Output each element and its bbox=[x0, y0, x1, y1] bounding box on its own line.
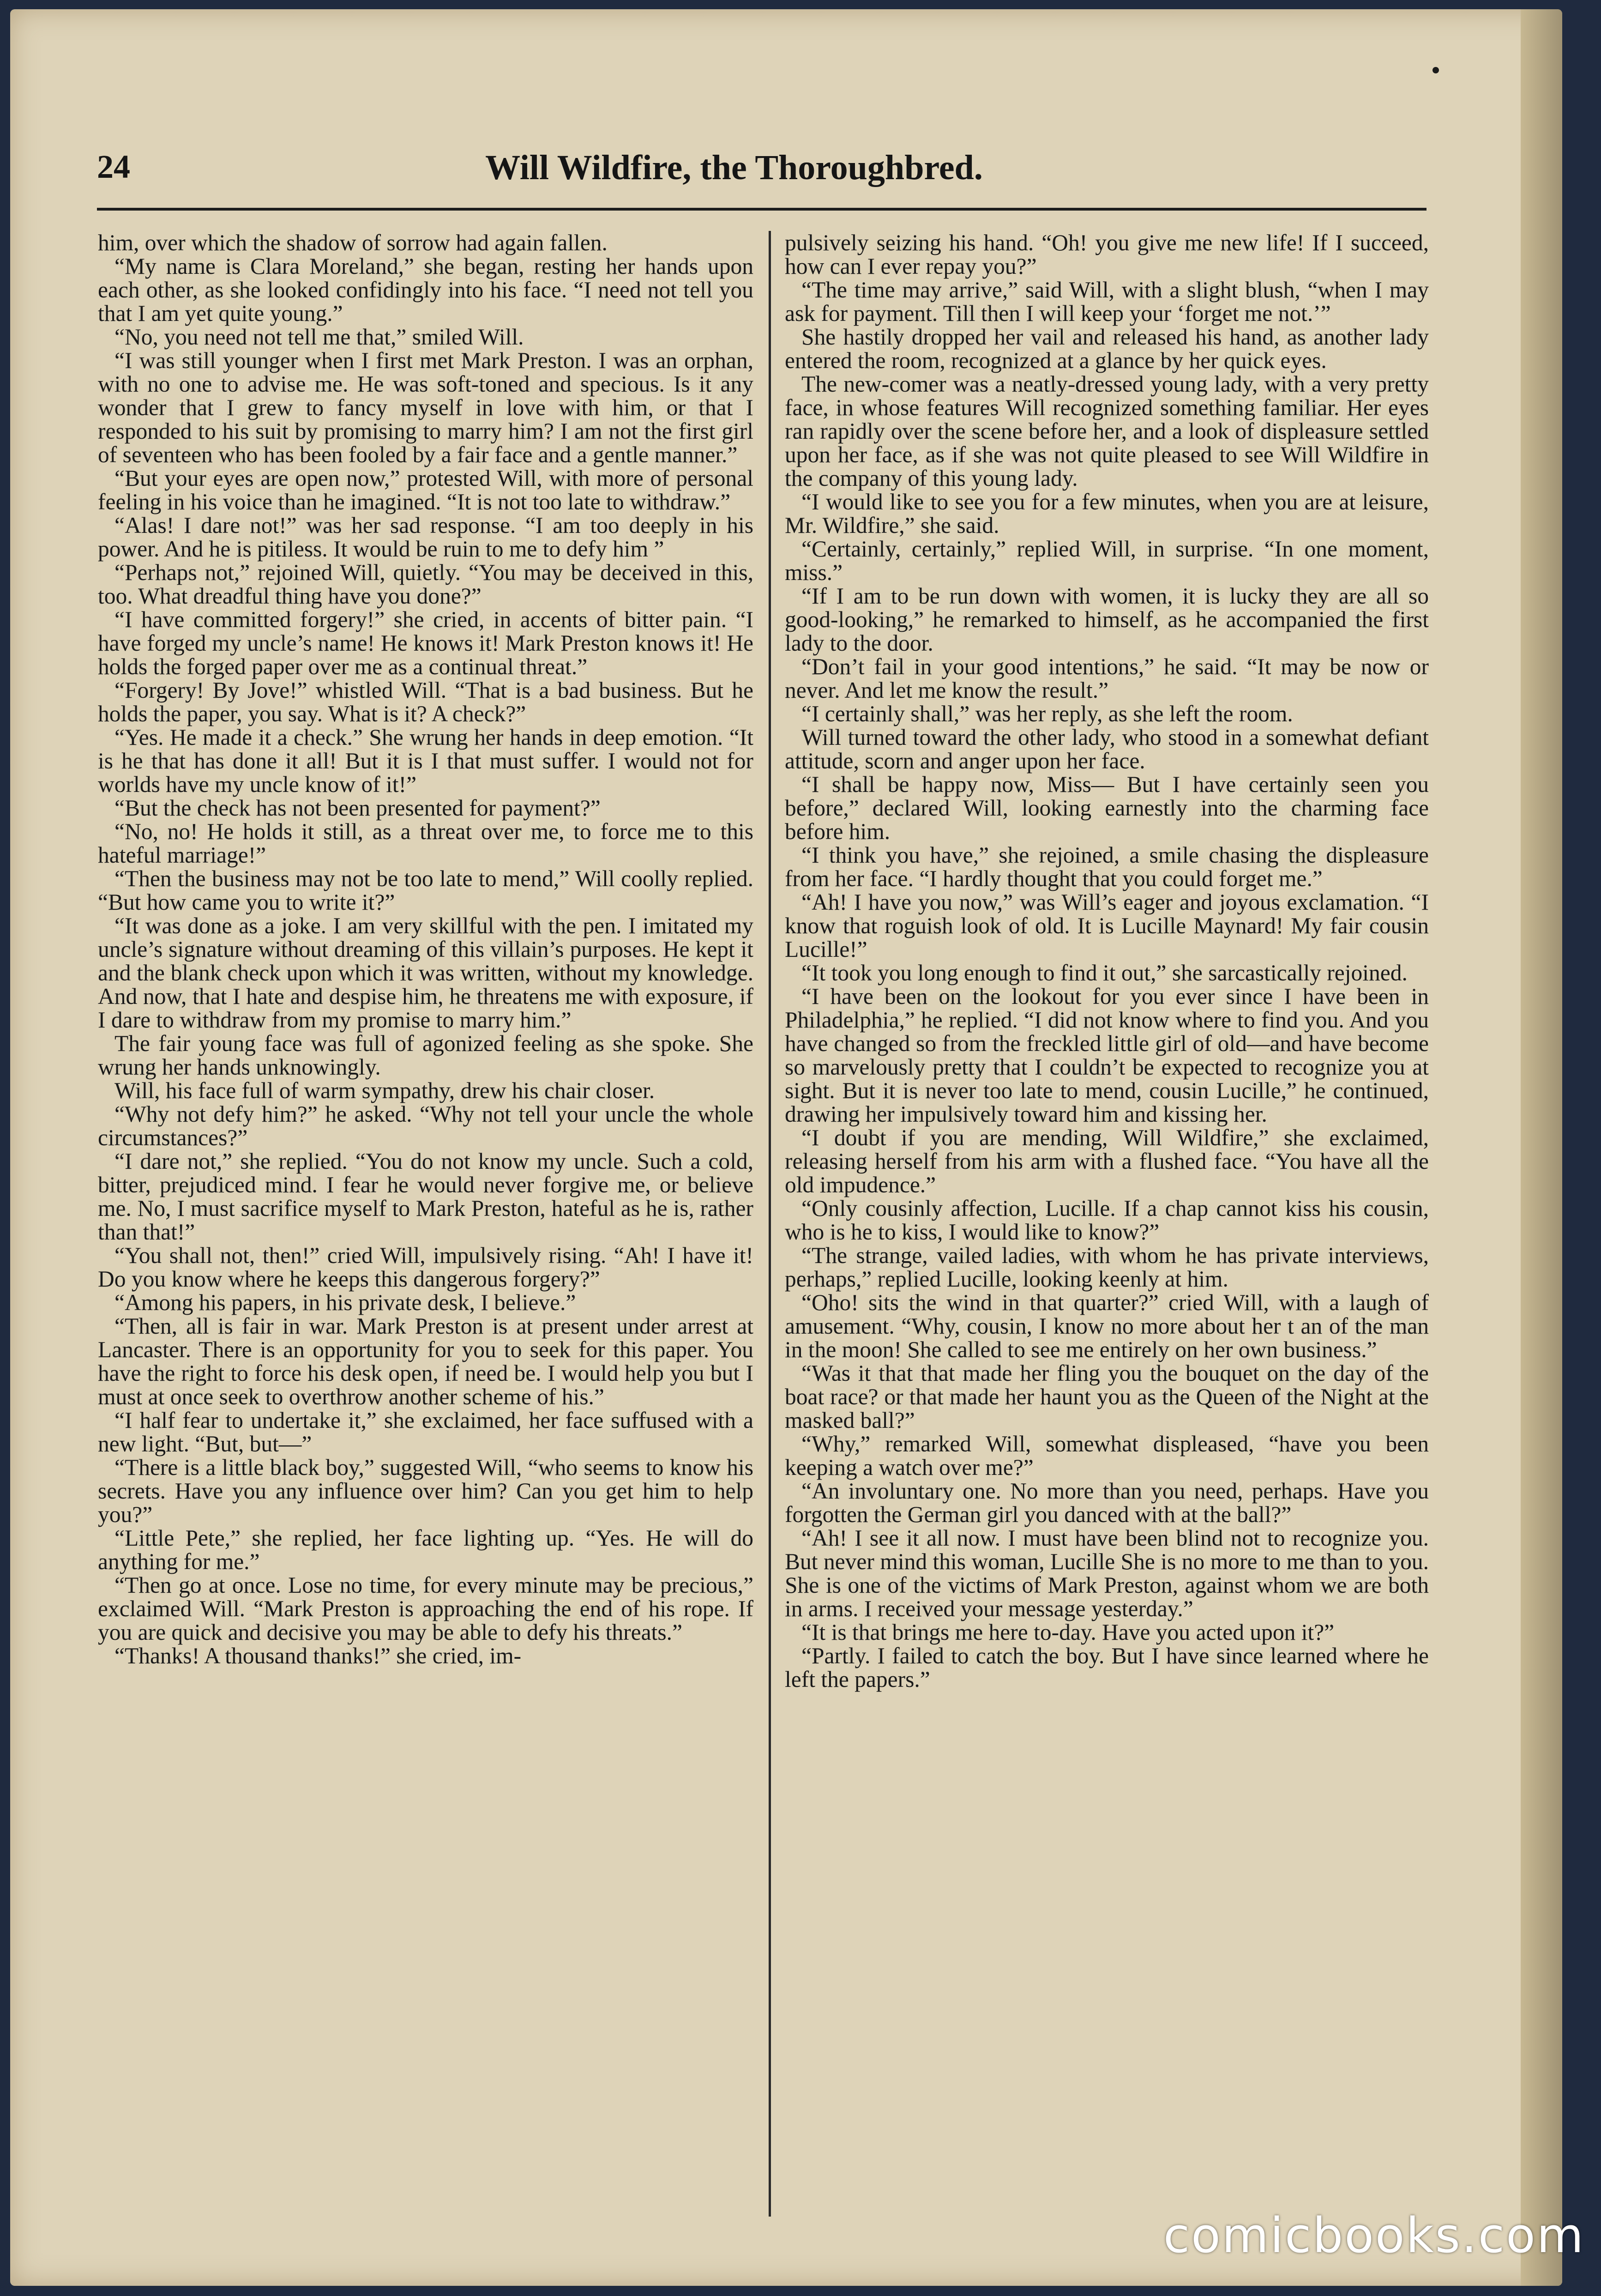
header-rule bbox=[97, 208, 1426, 211]
paragraph: The fair young face was full of agonized feeling as she spoke. She wrung her hands unknowingly. bbox=[98, 1031, 753, 1080]
paragraph: “Don’t fail in your good intentions,” he said. “It may be now or never. And let me know the result.” bbox=[785, 654, 1429, 703]
paragraph: “It is that brings me here to-day. Have you acted upon it?” bbox=[801, 1619, 1335, 1645]
text-column-right bbox=[785, 231, 1429, 2217]
paragraph: “Was it that that made her fling you the bouquet on the day of the boat race? or that made her haunt you as the Queen of the Night at the masked ball?” bbox=[785, 1360, 1429, 1433]
paragraph: “Among his papers, in his private desk, I believe.” bbox=[114, 1290, 576, 1315]
paragraph: “My name is Clara Moreland,” she began, resting her hands upon each other, as she looked confidingly into his face. “I need not tell you that I am yet quite young.” bbox=[98, 254, 753, 326]
paragraph: “But the check has not been presented for payment?” bbox=[114, 795, 601, 821]
ink-dot bbox=[1432, 67, 1439, 73]
paragraph: “An involuntary one. No more than you need, perhaps. Have you forgotten the German girl you danced with at the ball?” bbox=[785, 1478, 1429, 1527]
paragraph: “I was still younger when I first met Mark Preston. I was an orphan, with no one to advise me. He was soft-toned and specious. Is it any wonder that I grew to fancy myself in love with him, or that I responded to his suit by promising to marry him? I am not the first girl of seventeen who has been fooled by a fair face and a gentle manner.” bbox=[98, 348, 753, 467]
paragraph: “Certainly, certainly,” replied Will, in surprise. “In one moment, miss.” bbox=[785, 536, 1429, 585]
paragraph: “There is a little black boy,” suggested Will, “who seems to know his secrets. Have you any influence over him? Can you get him to help you?” bbox=[98, 1455, 753, 1527]
paragraph: “Perhaps not,” rejoined Will, quietly. “You may be deceived in this, too. What dreadful thing have you done?” bbox=[98, 560, 753, 609]
column-divider bbox=[769, 231, 771, 2217]
paragraph: “I doubt if you are mending, Will Wildfire,” she exclaimed, releasing herself from his arm with a flushed face. “You have all the old impudence.” bbox=[785, 1125, 1429, 1197]
paragraph: “Oho! sits the wind in that quarter?” cried Will, with a laugh of amusement. “Why, cousin, I know no more about her t an of the man in the moon! She called to see me entirely on her own business.” bbox=[785, 1290, 1429, 1362]
paragraph: “It took you long enough to find it out,” she sarcastically rejoined. bbox=[801, 960, 1408, 985]
page-header bbox=[78, 139, 1390, 208]
paragraph: “No, you need not tell me that,” smiled Will. bbox=[114, 324, 524, 350]
paragraph: “Forgery! By Jove!” whistled Will. “That is a bad business. But he holds the paper, you say. What is it? A check?” bbox=[98, 677, 753, 726]
paragraph: “You shall not, then!” cried Will, impulsively rising. “Ah! I have it! Do you know where he keeps this dangerous forgery?” bbox=[98, 1243, 753, 1292]
paragraph: “I certainly shall,” was her reply, as she left the room. bbox=[801, 701, 1293, 726]
paragraph: She hastily dropped her vail and released his hand, as another lady entered the room, recognized at a glance by her quick eyes. bbox=[785, 324, 1429, 373]
paragraph: “But your eyes are open now,” protested Will, with more of personal feeling in his voice than he imagined. “It is not too late to withdraw.” bbox=[98, 465, 753, 514]
paragraph: “I have been on the lookout for you ever since I have been in Philadelphia,” he replied. “I did not know where to find you. And you have changed so from the freckled little girl of old—and have become so marvelously pretty that I couldn’t be expected to recognize you at sight. But it is never too late to mend, cousin Lucille,” he continued, drawing her impulsively toward him and kissing her. bbox=[785, 984, 1429, 1127]
paragraph: The new-comer was a neatly-dressed young lady, with a very pretty face, in whose features Will recognized something familiar. Her eyes ran rapidly over the scene before her, and a look of displeasure settled upon her face, as if she was not quite pleased to see Will Wildfire in the company of this young lady. bbox=[785, 371, 1429, 491]
paragraph: “Only cousinly affection, Lucille. If a chap cannot kiss his cousin, who is he to kiss, I would like to know?” bbox=[785, 1196, 1429, 1245]
page-number: 24 bbox=[97, 148, 130, 185]
paragraph: “Why not defy him?” he asked. “Why not tell your uncle the whole circumstances?” bbox=[98, 1101, 753, 1150]
paragraph: “I shall be happy now, Miss— But I have certainly seen you before,” declared Will, looking earnestly into the charming face before him. bbox=[785, 772, 1429, 844]
paragraph: “I have committed forgery!” she cried, in accents of bitter pain. “I have forged my uncle’s name! He knows it! Mark Preston knows it! He holds the forged paper over me as a continual threat.” bbox=[98, 607, 753, 679]
paragraph: “Then, all is fair in war. Mark Preston is at present under arrest at Lancaster. There is an opportunity for you to seek for this paper. You have the right to force his desk open, if need be. I would help you but I must at once seek to overthrow another scheme of his.” bbox=[98, 1313, 753, 1409]
paragraph: “I would like to see you for a few minutes, when you are at leisure, Mr. Wildfire,” she said. bbox=[785, 489, 1429, 538]
paragraph: “Why,” remarked Will, somewhat displeased, “have you been keeping a watch over me?” bbox=[785, 1431, 1429, 1480]
paragraph: “Partly. I failed to catch the boy. But I have since learned where he left the papers.” bbox=[785, 1643, 1429, 1692]
paragraph: “The time may arrive,” said Will, with a slight blush, “when I may ask for payment. Till then I will keep your ‘forget me not.’” bbox=[785, 277, 1429, 326]
paragraph: “No, no! He holds it still, as a threat over me, to force me to this hateful marriage!” bbox=[98, 819, 753, 868]
paragraph: “Alas! I dare not!” was her sad response. “I am too deeply in his power. And he is pitiless. It would be ruin to me to defy him ” bbox=[98, 513, 753, 562]
paragraph: “Little Pete,” she replied, her face lighting up. “Yes. He will do anything for me.” bbox=[98, 1525, 753, 1574]
paragraph: “If I am to be run down with women, it is lucky they are all so good-looking,” he remarked to himself, as he accompanied the first lady to the door. bbox=[785, 583, 1429, 656]
paragraph: “Thanks! A thousand thanks!” she cried, im- bbox=[114, 1643, 522, 1668]
watermark: comicbooks.com bbox=[1163, 2207, 1585, 2264]
paragraph: “Then go at once. Lose no time, for every minute may be precious,” exclaimed Will. “Mark Preston is approaching the end of his rope. If you are quick and decisive you may be able to defy his threats.” bbox=[98, 1572, 753, 1645]
running-title: Will Wildfire, the Thoroughbred. bbox=[485, 148, 983, 187]
page-spine-edge bbox=[1521, 9, 1562, 2286]
paragraph: pulsively seizing his hand. “Oh! you give me new life! If I succeed, how can I ever repay you?” bbox=[785, 231, 1429, 279]
paragraph: “It was done as a joke. I am very skillful with the pen. I imitated my uncle’s signature without dreaming of this villain’s purposes. He kept it and the blank check upon which it was written, without my knowledge. And now, that I hate and despise him, he threatens me with exposure, if I dare to withdraw from my promise to marry him.” bbox=[98, 913, 753, 1033]
paragraph: “I half fear to undertake it,” she exclaimed, her face suffused with a new light. “But, but—” bbox=[98, 1408, 753, 1456]
text-column-left bbox=[98, 231, 753, 2217]
paragraph: “Then the business may not be too late to mend,” Will coolly replied. “But how came you to write it?” bbox=[98, 866, 753, 915]
paragraph: him, over which the shadow of sorrow had again fallen. bbox=[98, 231, 608, 255]
paragraph: “Yes. He made it a check.” She wrung her hands in deep emotion. “It is he that has done it all! But it is I that must suffer. I would not for worlds have my uncle know of it!” bbox=[98, 725, 753, 797]
paragraph: Will turned toward the other lady, who stood in a somewhat defiant attitude, scorn and anger upon her face. bbox=[785, 725, 1429, 773]
paragraph: Will, his face full of warm sympathy, drew his chair closer. bbox=[114, 1078, 655, 1103]
paragraph: “Ah! I have you now,” was Will’s eager and joyous exclamation. “I know that roguish look of old. It is Lucille Maynard! My fair cousin Lucille!” bbox=[785, 889, 1429, 962]
paragraph: “The strange, vailed ladies, with whom he has private interviews, perhaps,” replied Lucille, looking keenly at him. bbox=[785, 1243, 1429, 1292]
paragraph: “Ah! I see it all now. I must have been blind not to recognize you. But never mind this woman, Lucille She is no more to me than to you. She is one of the victims of Mark Preston, against whom we are both in arms. I received your message yesterday.” bbox=[785, 1525, 1429, 1621]
paragraph: “I dare not,” she replied. “You do not know my uncle. Such a cold, bitter, prejudiced mind. I fear he would never forgive me, or believe me. No, I must sacrifice myself to Mark Preston, hateful as he is, rather than that!” bbox=[98, 1148, 753, 1245]
paragraph: “I think you have,” she rejoined, a smile chasing the displeasure from her face. “I hardly thought that you could forget me.” bbox=[785, 842, 1429, 891]
